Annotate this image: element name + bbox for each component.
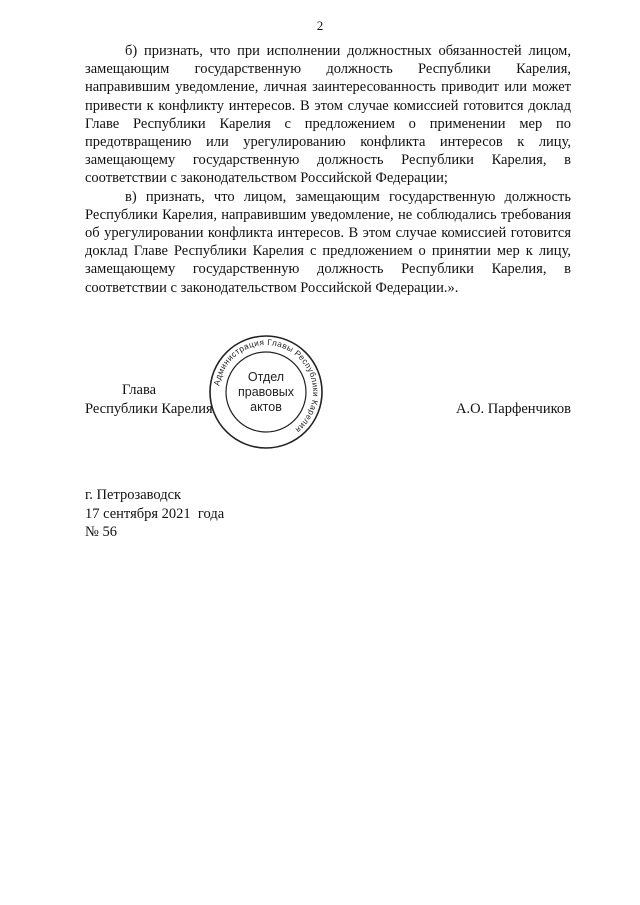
official-stamp [207,333,325,451]
footer-number: № 56 [85,524,117,540]
stamp-line-1: Отдел [247,370,285,384]
stamp-ring-text: Администрация Главы Республики Карелия [211,336,322,436]
footer-city: г. Петрозаводск [85,487,182,503]
paragraph-v: в) признать, что лицом, замещающим государственную должность Республики Карелия, направившим уведомление, не соблюдались требования об урегулировании конфликта интересов. В этом случае комиссией готовится доклад Главе Республики Карелия с предложением о принятии мер к лицу, замещающему государственную должность Республики Карелия, в соответствии с законодательством Российской Федерации.». [85,188,571,296]
stamp-line-3: актов [250,400,282,414]
footer-date: 17 сентября 2021 года [85,505,225,522]
document-footer [85,486,224,542]
document-body [85,42,571,297]
paragraph-b: б) признать, что при исполнении должностных обязанностей лицом, замещающим государственную должность Республики Карелия, направившим уведомление, личная заинтересованность приводит или может привести к конфликту интересов. В этом случае комиссией готовится доклад Главе Республики Карелия с предложением о применении мер по предотвращению или урегулированию конфликта интересов к лицу, замещающему государственную должность Республики Карелия, в соответствии с законодательством Российской Федерации; [85,43,571,187]
page-number: 2 [316,18,324,33]
signature-organization: Республики Карелия [85,401,213,417]
signature-title: Глава [122,382,157,398]
stamp-line-2: правовых [238,385,294,399]
signatory-name: А.О. Парфенчиков [455,401,571,417]
